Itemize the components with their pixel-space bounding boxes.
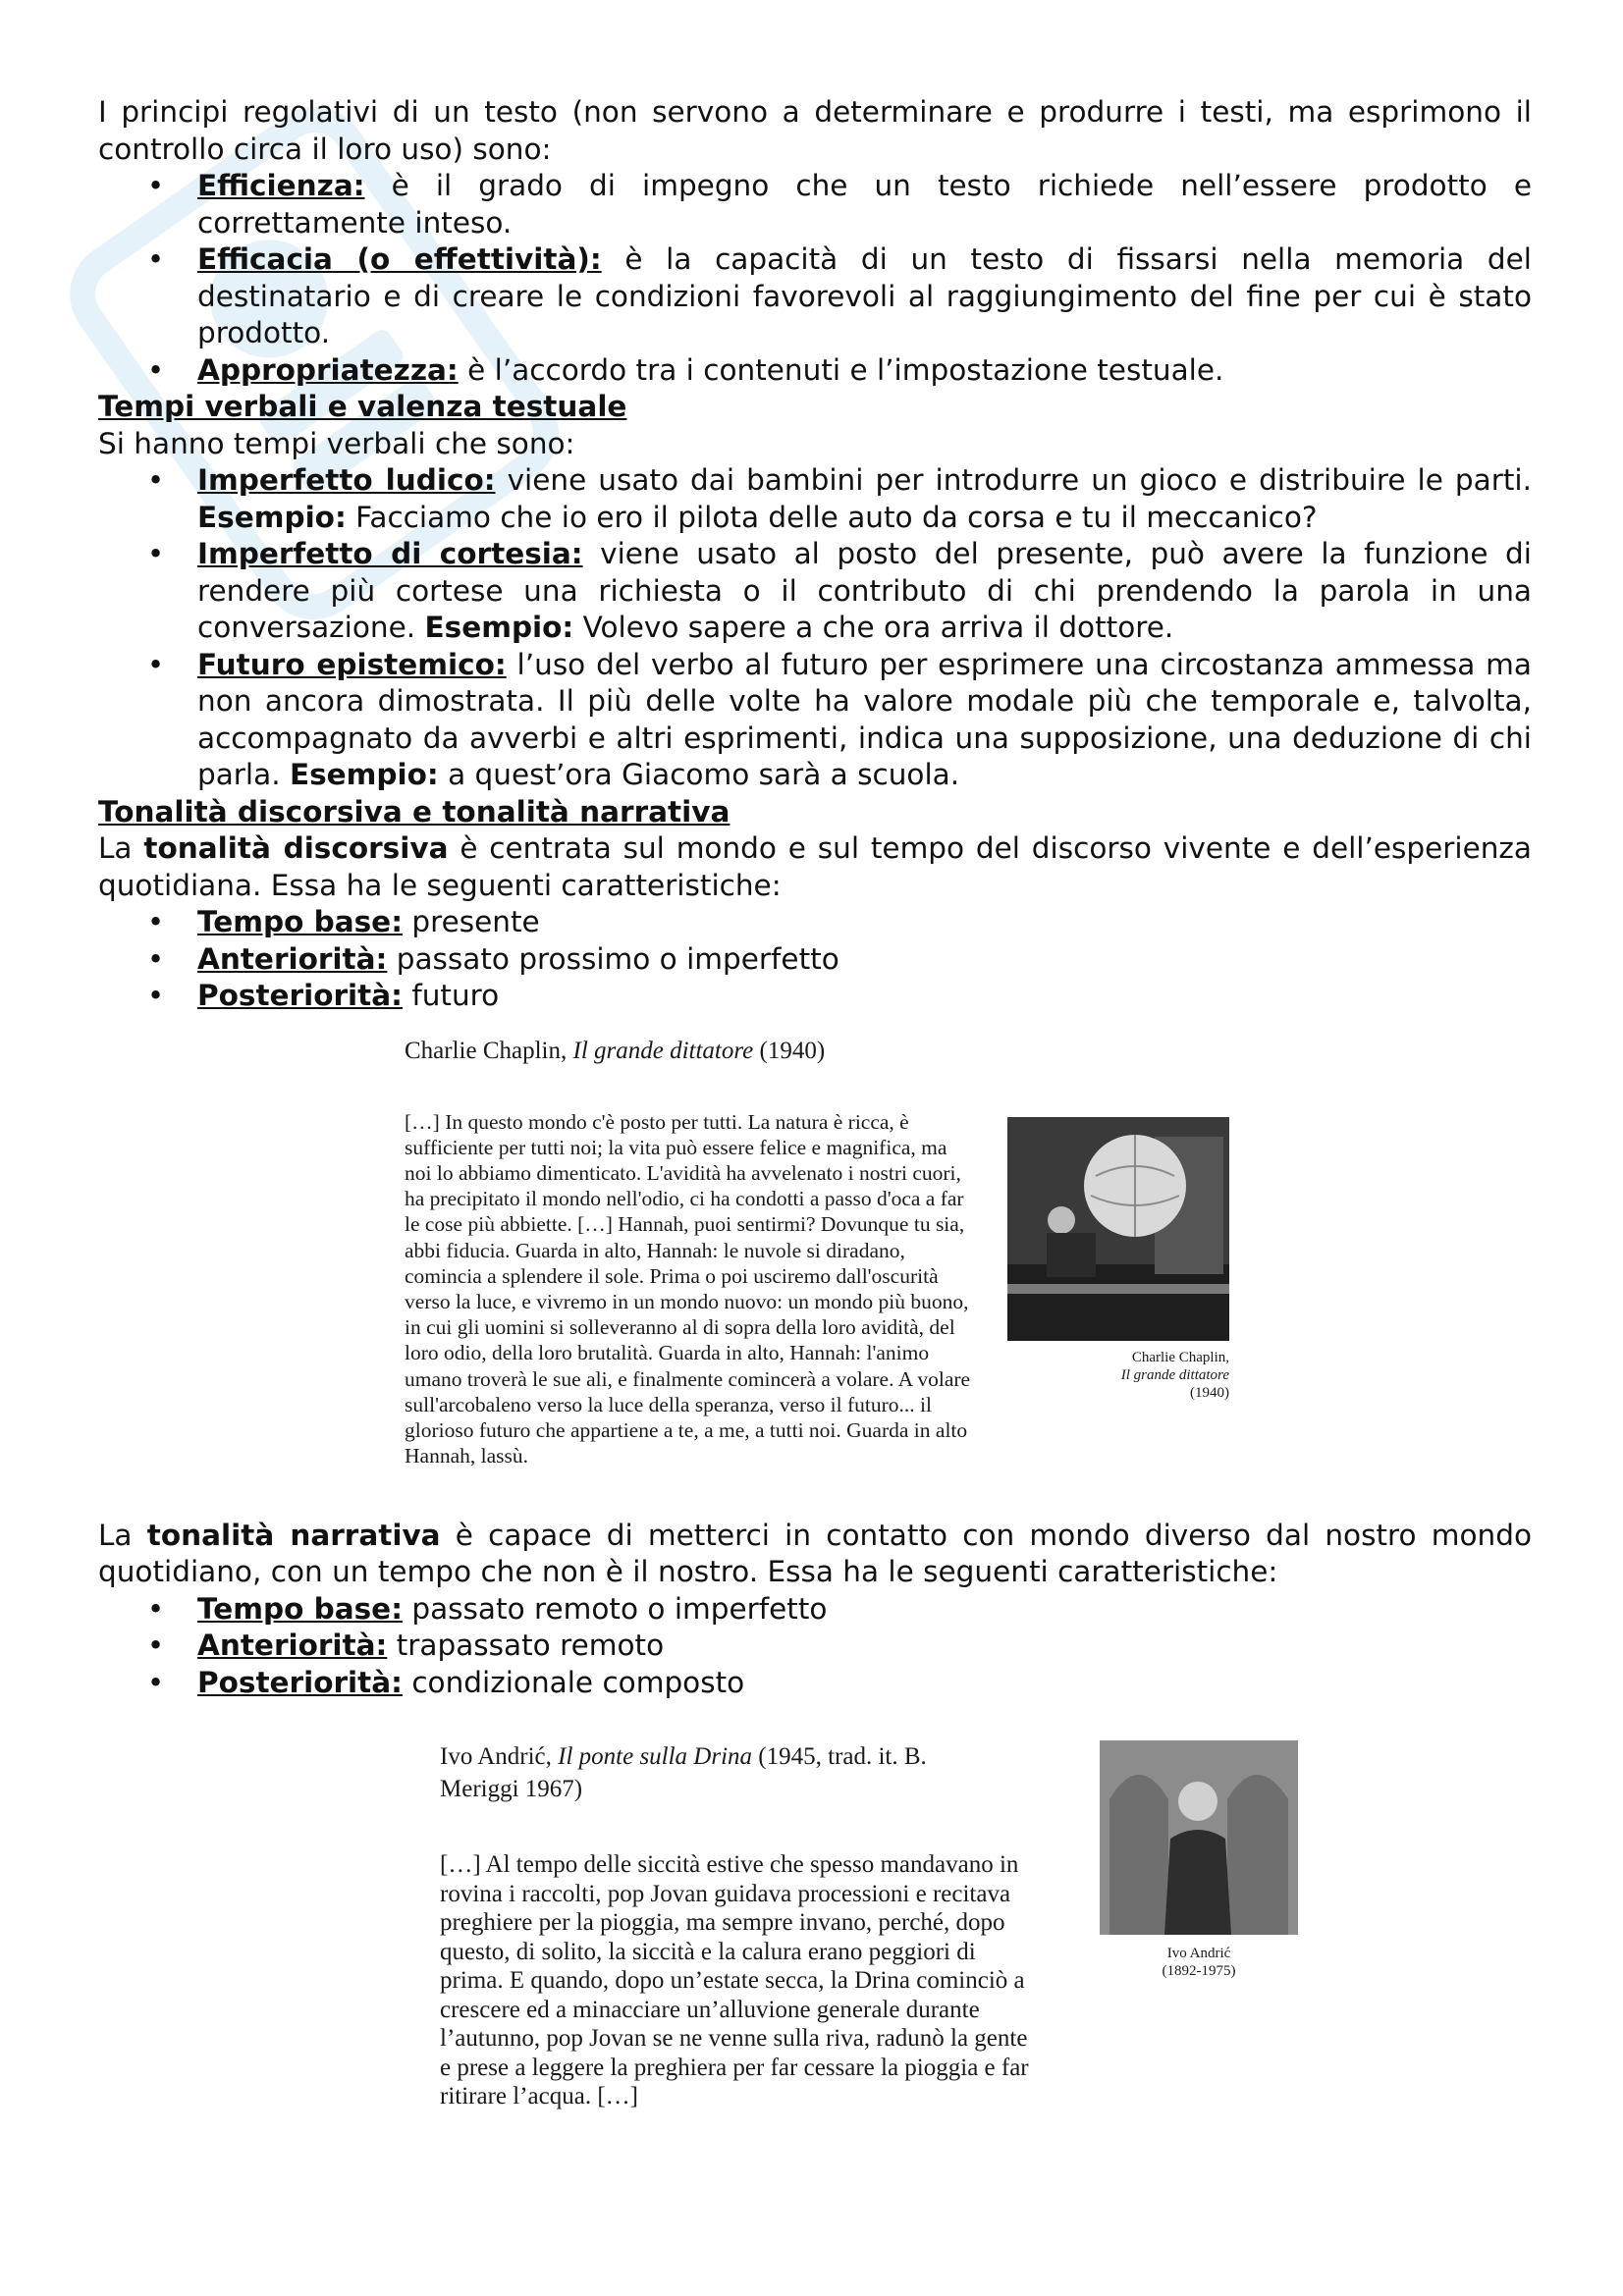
list-item <box>98 168 1532 241</box>
andric-portrait-photo <box>1100 1740 1298 1935</box>
figure-quote: […] In questo mondo c'è posto per tutti. La natura è ricca, è sufficiente per tutti noi; la vita può essere felice e magnifica, ma noi lo abbiamo dimenticato. L'avidità ha avvelenato i nostri cuori, ha precipitato il mondo nell'odio, ci ha condotti a passo d'oca a far le cose più abbiette. […] Hannah, puoi sentirmi? Dovunque tu sia, abbi fiducia. Guarda in alto, Hannah: le nuvole si diradano, comincia a splendere il sole. Prima o poi usciremo dall'oscurità verso la luce, e vivremo in un mondo nuovo: un mondo più buono, in cui gli uomini si solleveranno al di sopra della loro avidità, del loro odio, della loro brutalità. Guarda in alto, Hannah: l'animo umano troverà le sue ali, e finalmente comincerà a volare. A volare sull'arcobaleno verso la luce della speranza, verso il futuro... il glorioso futuro che appartiene a te, a me, a tutti noi. Guarda in alto Hannah, lassù. <box>405 1109 971 1468</box>
heading-tempi-verbali: Tempi verbali e valenza testuale <box>98 390 627 423</box>
chaplin-globe-photo <box>1007 1117 1229 1341</box>
chaplin-excerpt-figure <box>405 1037 1269 1508</box>
caption-line: Charlie Chaplin, <box>1131 1349 1229 1365</box>
example-text: Volevo sapere a che ora arriva il dottore. <box>573 611 1174 644</box>
item-label: Anteriorità: <box>197 1629 388 1662</box>
figure-author: Charlie Chaplin, <box>405 1037 573 1064</box>
item-label: Posteriorità: <box>197 1665 403 1699</box>
discorsiva-post: è centrata sul mondo e sul tempo del discorso vivente e dell’esperienza quotidiana. Essa ha le seguenti caratteristiche: <box>98 831 1532 902</box>
item-text: viene usato al posto del presente, può avere la funzione di rendere più cortese una richiesta o il contributo di chi prendendo la parola in una conversazione. <box>197 537 1532 644</box>
item-text: l’uso del verbo al futuro per esprimere una circostanza ammessa ma non ancora dimostrata. Il più delle volte ha valore modale più che temporale e, talvolta, accompagnato da avverbi e altri esprimenti, indica una supposizione, una deduzione di chi parla. <box>197 647 1532 791</box>
figure-year: (1945, trad. it. B. Meriggi 1967) <box>440 1743 927 1802</box>
caption-line: Il grande dittatore <box>1120 1366 1229 1383</box>
list-item <box>98 241 1532 352</box>
intro-paragraph: I principi regolativi di un testo (non servono a determinare e produrre i testi, ma esprimono il controllo circa il loro uso) sono: <box>98 95 1532 166</box>
list-item <box>98 1591 1532 1629</box>
regulative-principles-list <box>98 168 1532 389</box>
list-item <box>98 536 1532 647</box>
caption-line: Ivo Andrić <box>1166 1946 1231 1961</box>
item-label: Anteriorità: <box>197 941 388 976</box>
discorsiva-term: tonalità discorsiva <box>143 831 449 865</box>
list-item <box>98 1628 1532 1665</box>
item-label: Efficacia (o effettività): <box>197 242 602 276</box>
discorsiva-paragraph <box>98 830 1532 904</box>
narrativa-list <box>98 1591 1532 1702</box>
example-label: Esempio: <box>197 500 347 534</box>
item-label: Posteriorità: <box>197 979 403 1012</box>
andric-excerpt-figure <box>440 1740 1304 2202</box>
figure-title <box>440 1740 990 1805</box>
item-text: passato prossimo o imperfetto <box>387 941 839 976</box>
item-label: Imperfetto ludico: <box>197 463 496 497</box>
narrativa-post: è capace di metterci in contatto con mondo diverso dal nostro mondo quotidiano, con un tempo che non è il nostro. Essa ha le seguenti caratteristiche: <box>98 1518 1533 1588</box>
example-text: a quest’ora Giacomo sarà a scuola. <box>438 758 960 791</box>
list-item <box>98 1665 1532 1702</box>
figure-caption <box>1007 1349 1229 1402</box>
item-label: Imperfetto di cortesia: <box>197 537 583 570</box>
item-text: è la capacità di un testo di fissarsi nella memoria del destinatario e di creare le condizioni favorevoli al raggiungimento del fine per cui è stato prodotto. <box>197 242 1532 349</box>
item-text: è l’accordo tra i contenuti e l’impostazione testuale. <box>458 352 1224 387</box>
item-text: passato remoto o imperfetto <box>403 1591 828 1626</box>
item-label: Tempo base: <box>197 1591 403 1626</box>
discorsiva-pre: La <box>98 831 144 865</box>
discorsiva-list <box>98 904 1532 1015</box>
example-label: Esempio: <box>424 611 574 644</box>
example-text: Facciamo che io ero il pilota delle auto da corsa e tu il meccanico? <box>346 500 1318 534</box>
figure-caption <box>1100 1945 1298 1980</box>
figure-work: Il ponte sulla Drina <box>558 1743 753 1770</box>
list-item <box>98 904 1532 941</box>
item-label: Futuro epistemico: <box>197 647 507 681</box>
item-label: Efficienza: <box>197 169 365 202</box>
item-text: presente <box>403 905 540 938</box>
list-item <box>98 978 1532 1015</box>
narrativa-term: tonalità narrativa <box>146 1518 441 1552</box>
figure-title <box>405 1037 825 1066</box>
item-text: futuro <box>402 979 500 1012</box>
item-text: trapassato remoto <box>387 1629 665 1662</box>
caption-line: (1892-1975) <box>1162 1963 1236 1979</box>
document-body <box>98 94 1532 2202</box>
item-text: condizionale composto <box>402 1665 745 1699</box>
tempi-intro: Si hanno tempi verbali che sono: <box>98 426 575 460</box>
list-item <box>98 352 1532 390</box>
figure-work: Il grande dittatore <box>572 1037 754 1064</box>
item-label: Tempo base: <box>197 905 403 938</box>
item-text: viene usato dai bambini per introdurre un gioco e distribuire le parti. <box>495 463 1532 497</box>
heading-tonalita: Tonalità discorsiva e tonalità narrativa <box>98 794 730 828</box>
verb-tenses-list <box>98 462 1532 794</box>
item-text: è il grado di impegno che un testo richiede nell’essere prodotto e correttamente inteso. <box>197 169 1532 240</box>
list-item <box>98 941 1532 979</box>
caption-line: (1940) <box>1190 1384 1229 1401</box>
narrativa-paragraph <box>98 1518 1532 1591</box>
item-label: Appropriatezza: <box>197 352 459 387</box>
figure-quote: […] Al tempo delle siccità estive che spesso mandavano in rovina i raccolti, pop Jovan guidava processioni e recitava preghiere per la pioggia, ma sempre invano, perché, dopo questo, di solito, la siccità e la calura erano peggiori di prima. E quando, dopo un’estate secca, la Drina cominciò a crescere ed a minacciare un’alluvione generale durante l’autunno, pop Jovan se ne venne sulla riva, radunò la gente e prese a leggere la preghiera per far cessare la pioggia e far ritirare l’acqua. […] <box>440 1851 1029 2109</box>
example-label: Esempio: <box>289 758 439 791</box>
list-item <box>98 647 1532 794</box>
figure-author: Ivo Andrić, <box>440 1743 559 1770</box>
narrativa-pre: La <box>98 1518 147 1552</box>
figure-year: (1940) <box>753 1037 826 1064</box>
list-item <box>98 462 1532 536</box>
